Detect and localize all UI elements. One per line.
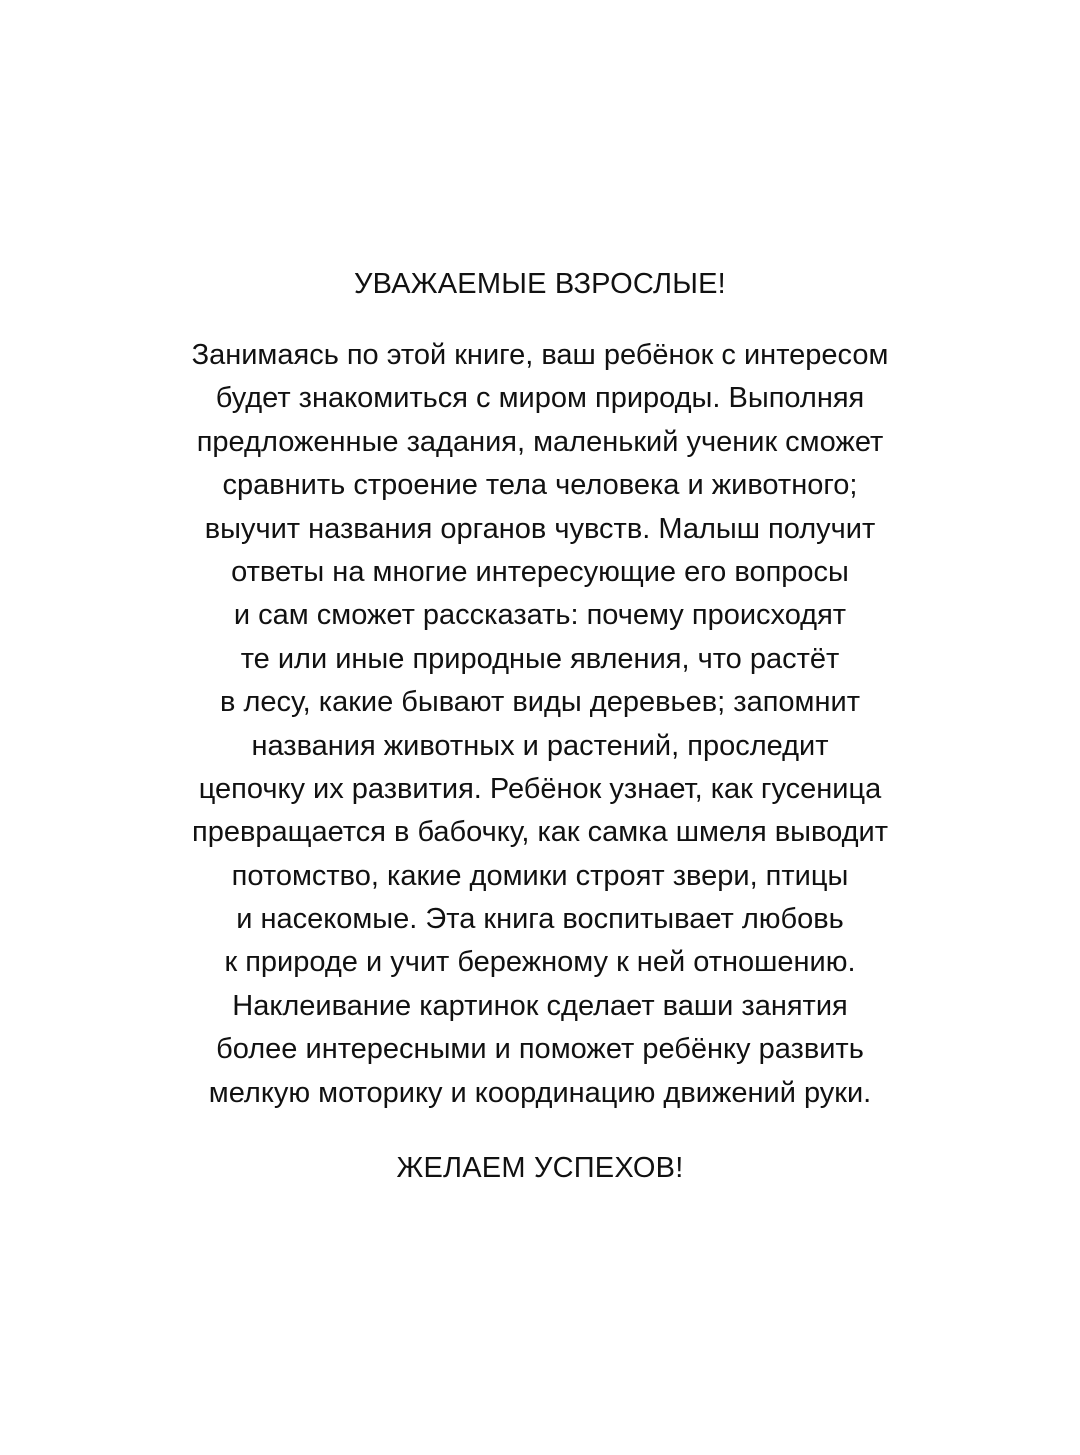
closing-heading: ЖЕЛАЕМ УСПЕХОВ! <box>396 1152 684 1184</box>
body-line: и насекомые. Эта книга воспитывает любовь <box>236 903 844 936</box>
body-line: в лесу, какие бывают виды деревьев; запомнит <box>220 686 860 719</box>
body-line: цепочку их развития. Ребёнок узнает, как гусеница <box>198 772 882 805</box>
body-line: названия животных и растений, проследит <box>251 729 829 762</box>
body-line: мелкую моторику и координацию движений руки. <box>208 1076 872 1109</box>
body-line: Занимаясь по этой книге, ваш ребёнок с интересом <box>191 339 889 371</box>
page-heading: УВАЖАЕМЫЕ ВЗРОСЛЫЕ! <box>354 268 726 300</box>
body-line: ответы на многие интересующие его вопросы <box>231 555 849 588</box>
body-line: более интересными и поможет ребёнку развить <box>216 1033 864 1066</box>
body-line: и сам сможет рассказать: почему происходят <box>233 599 847 632</box>
body-line: предложенные задания, маленький ученик сможет <box>196 425 884 458</box>
body-line: те или иные природные явления, что растёт <box>240 642 840 675</box>
body-line: сравнить строение тела человека и животного; <box>222 469 858 502</box>
body-line: потомство, какие домики строят звери, птицы <box>231 859 849 892</box>
body-line: к природе и учит бережному к ней отношению. <box>224 946 856 979</box>
body-line: выучит названия органов чувств. Малыш получит <box>204 512 876 545</box>
body-line: будет знакомиться с миром природы. Выполняя <box>215 382 865 415</box>
body-line: превращается в бабочку, как самка шмеля выводит <box>191 816 888 849</box>
body-paragraph <box>0 334 1080 1115</box>
body-line: Наклеивание картинок сделает ваши занятия <box>232 989 848 1022</box>
